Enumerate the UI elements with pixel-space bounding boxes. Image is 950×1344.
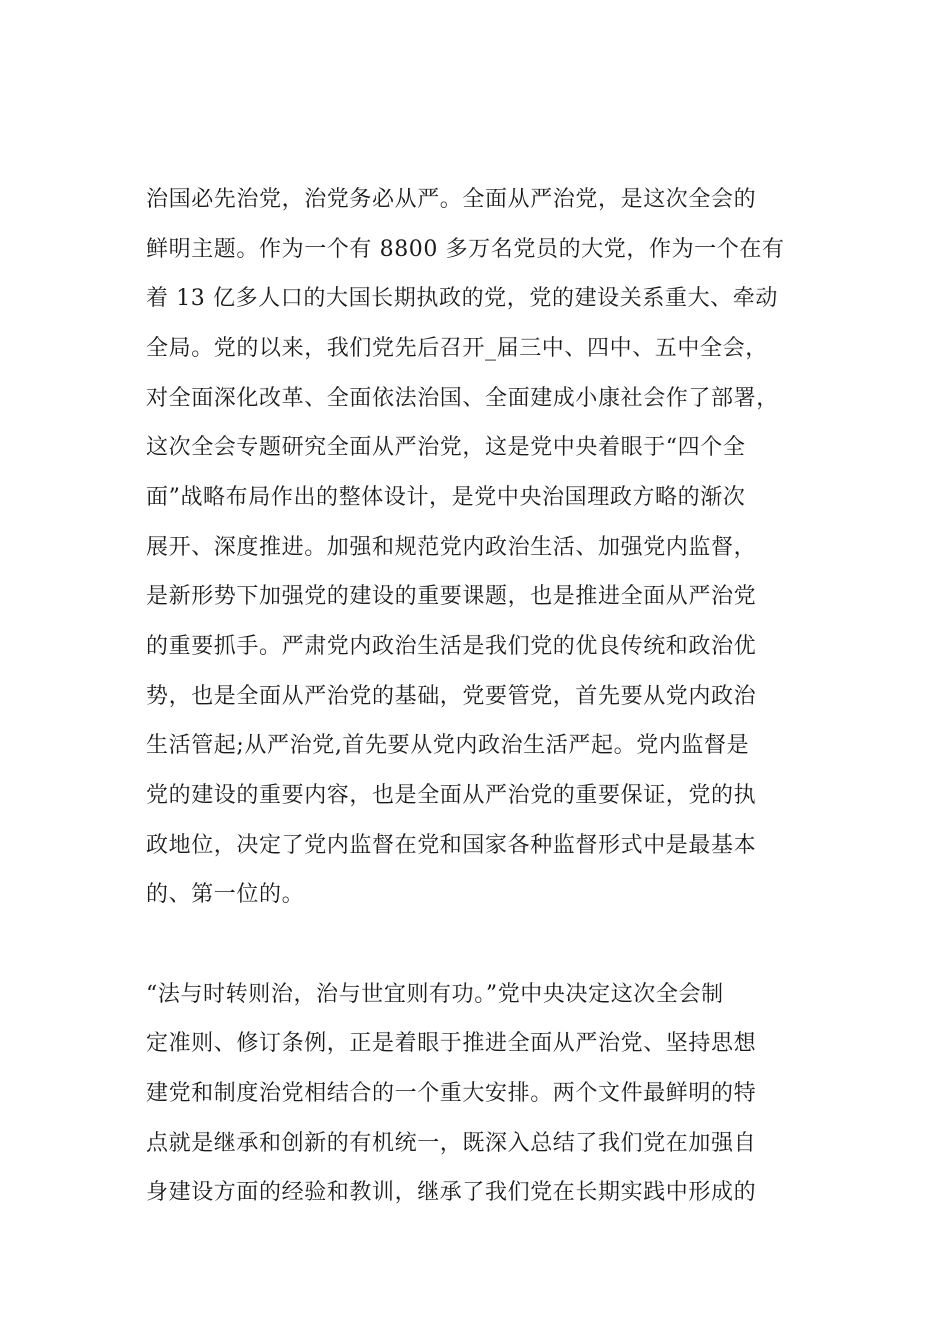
text-line: 展开、深度推进。加强和规范党内政治生活、加强党内监督， [146,535,757,560]
text-line: 身建设方面的经验和教训，继承了我们党在长期实践中形成的 [146,1180,757,1205]
text-line: 治国必先治党，治党务必从严。全面从严治党，是这次全会的 [146,187,757,212]
text-line: 全局。党的以来，我们党先后召开_届三中、四中、五中全会， [146,336,768,361]
text-line: 这次全会专题研究全面从严治党，这是党中央着眼于“四个全 [146,435,746,460]
text-line: “法与时转则治，治与世宜则有功。”党中央决定这次全会制 [146,982,724,1007]
text-line: 势，也是全面从严治党的基础，党要管党，首先要从党内政治 [146,684,757,709]
text-line: 建党和制度治党相结合的一个重大安排。两个文件最鲜明的特 [146,1081,757,1106]
text-line: 党的建设的重要内容，也是全面从严治党的重要保证，党的执 [146,783,757,808]
text-line: 对全面深化改革、全面依法治国、全面建成小康社会作了部署， [146,386,779,411]
text-line: 点就是继承和创新的有机统一，既深入总结了我们党在加强自 [146,1131,757,1156]
text-line: 政地位，决定了党内监督在党和国家各种监督形式中是最基本 [146,833,757,858]
text-line: 着 13 亿多人口的大国长期执政的党，党的建设关系重大、牵动 [146,286,778,311]
text-line: 面”战略布局作出的整体设计，是党中央治国理政方略的渐次 [146,485,746,510]
text-line: 的、第一位的。 [146,882,305,907]
text-line: 鲜明主题。作为一个有 8800 多万名党员的大党，作为一个在有 [146,237,785,262]
text-line: 是新形势下加强党的建设的重要课题，也是推进全面从严治党 [146,584,757,609]
text-line: 生活管起;从严治党,首先要从党内政治生活严起。党内监督是 [146,733,750,758]
text-line: 定准则、修订条例，正是着眼于推进全面从严治党、坚持思想 [146,1031,757,1056]
text-line: 的重要抓手。严肃党内政治生活是我们党的优良传统和政治优 [146,634,757,659]
